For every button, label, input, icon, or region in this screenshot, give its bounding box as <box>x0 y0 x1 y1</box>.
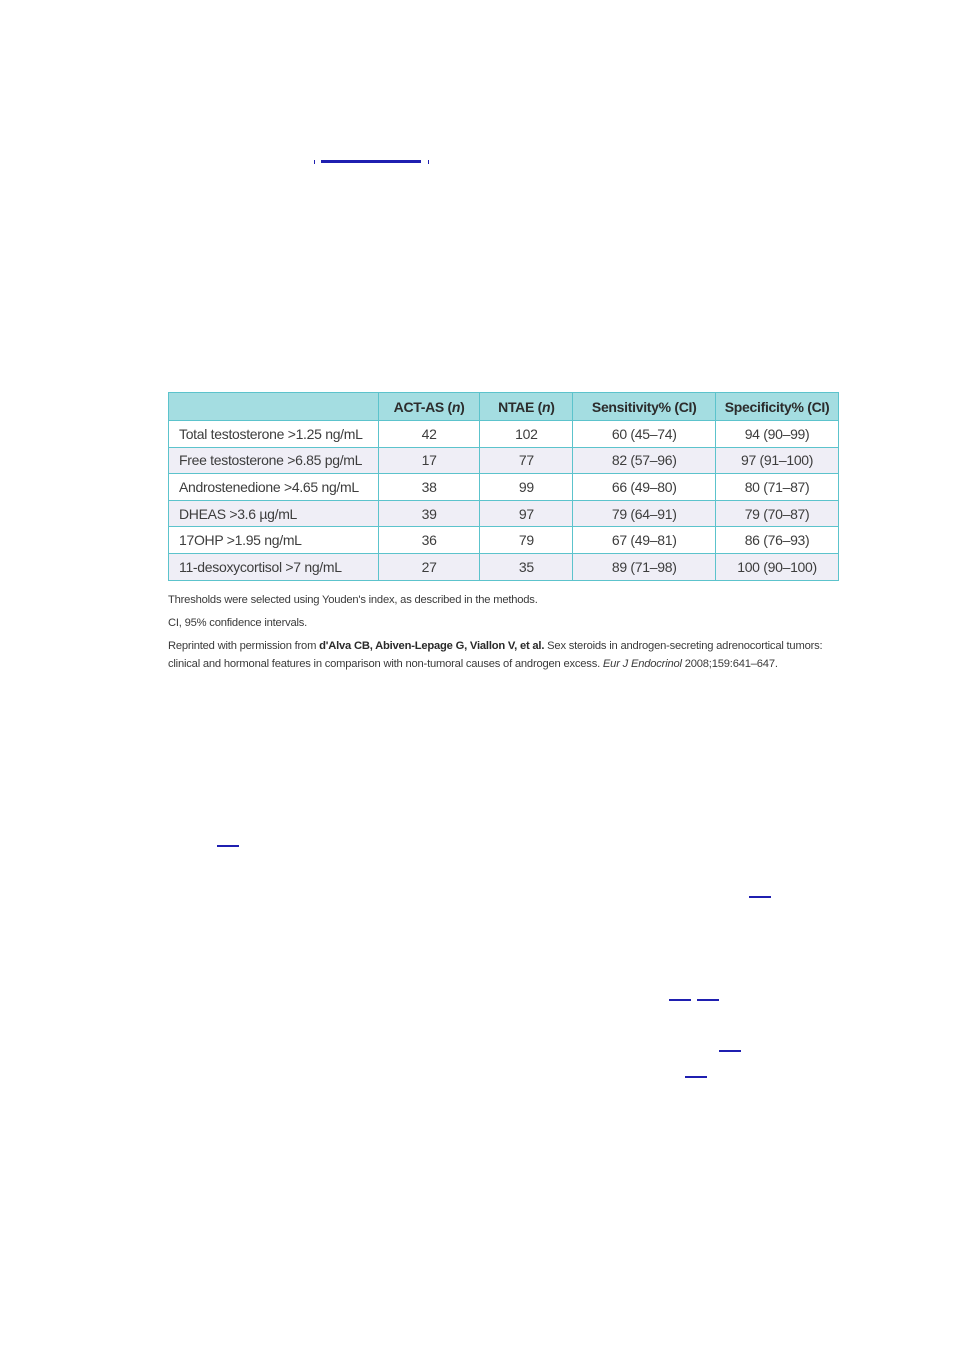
cell-sensitivity: 79 (64–91) <box>573 500 716 527</box>
cell-act-as: 38 <box>378 474 480 501</box>
cell-sensitivity: 89 (71–98) <box>573 553 716 580</box>
table-row <box>169 500 839 527</box>
cell-ntae: 35 <box>480 553 573 580</box>
cell-act-as: 17 <box>378 447 480 474</box>
table-row <box>169 553 839 580</box>
cell-specificity: 97 (91–100) <box>716 447 839 474</box>
cell-act-as: 36 <box>378 527 480 554</box>
row-label: 17OHP >1.95 ng/mL <box>169 527 379 554</box>
cell-ntae: 77 <box>480 447 573 474</box>
cell-sensitivity: 67 (49–81) <box>573 527 716 554</box>
reprint-title: Sex steroids in androgen-secreting adrenocortical tumors: clinical and hormonal features in comparison with non-tumoral causes of androgen excess. <box>168 640 823 670</box>
cell-sensitivity: 82 (57–96) <box>573 447 716 474</box>
cell-ntae: 99 <box>480 474 573 501</box>
reprint-authors: d'Alva CB, Abiven-Lepage G, Viallon V, et al. <box>319 640 545 652</box>
link-tick-left <box>314 160 315 164</box>
table-row <box>169 527 839 554</box>
cell-ntae: 102 <box>480 421 573 448</box>
table-footnotes <box>168 591 848 678</box>
reprint-journal: Eur J Endocrinol <box>602 658 682 670</box>
cell-ntae: 97 <box>480 500 573 527</box>
row-label: Free testosterone >6.85 pg/mL <box>169 447 379 474</box>
link-tick-right <box>428 160 429 164</box>
table-row <box>169 447 839 474</box>
footnote-ci: CI, 95% confidence intervals. <box>168 617 308 629</box>
header-act-as: ACT-AS (n) <box>378 393 480 421</box>
row-label: 11-desoxycortisol >7 ng/mL <box>169 553 379 580</box>
table-row <box>169 421 839 448</box>
header-blank <box>169 393 379 421</box>
reference-link-1[interactable] <box>217 845 239 847</box>
footnote-thresholds: Thresholds were selected using Youden's index, as described in the methods. <box>168 594 538 606</box>
row-label: DHEAS >3.6 µg/mL <box>169 500 379 527</box>
reference-link-3[interactable] <box>669 999 691 1001</box>
reprint-citation: 2008;159:641–647. <box>681 658 778 670</box>
reference-link-4[interactable] <box>697 999 719 1001</box>
cell-ntae: 79 <box>480 527 573 554</box>
cell-act-as: 42 <box>378 421 480 448</box>
reference-link-6[interactable] <box>685 1076 707 1078</box>
cell-specificity: 94 (90–99) <box>716 421 839 448</box>
hormone-threshold-table-container <box>168 392 839 581</box>
header-sensitivity: Sensitivity% (CI) <box>573 393 716 421</box>
cell-sensitivity: 60 (45–74) <box>573 421 716 448</box>
reference-link-5[interactable] <box>719 1050 741 1052</box>
cell-sensitivity: 66 (49–80) <box>573 474 716 501</box>
cell-act-as: 27 <box>378 553 480 580</box>
reprint-prefix: Reprinted with permission from <box>168 640 320 652</box>
header-ntae: NTAE (n) <box>480 393 573 421</box>
table-header-row <box>169 393 839 421</box>
cell-specificity: 80 (71–87) <box>716 474 839 501</box>
row-label: Androstenedione >4.65 ng/mL <box>169 474 379 501</box>
footnote-reprint <box>168 637 848 673</box>
link-underline-top[interactable] <box>321 160 421 163</box>
header-specificity: Specificity% (CI) <box>716 393 839 421</box>
reference-link-2[interactable] <box>749 896 771 898</box>
cell-specificity: 100 (90–100) <box>716 553 839 580</box>
cell-specificity: 79 (70–87) <box>716 500 839 527</box>
table-row <box>169 474 839 501</box>
cell-act-as: 39 <box>378 500 480 527</box>
hormone-threshold-table <box>168 392 839 581</box>
cell-specificity: 86 (76–93) <box>716 527 839 554</box>
row-label: Total testosterone >1.25 ng/mL <box>169 421 379 448</box>
